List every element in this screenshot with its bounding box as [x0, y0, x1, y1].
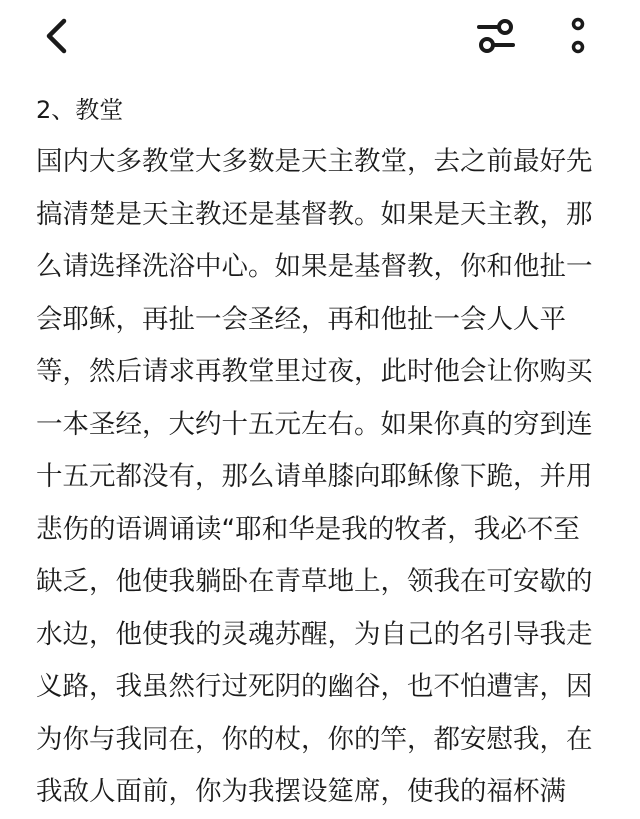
filter-button[interactable] [470, 12, 522, 60]
paragraph-line: 么请选择洗浴中心。如果是基督教，你和他扯一 [36, 251, 593, 282]
sliders-icon [476, 16, 516, 56]
paragraph-line: 缺乏，他使我躺卧在青草地上，领我在可安歇的 [36, 566, 593, 597]
paragraph-line: 为你与我同在，你的杖，你的竿，都安慰我，在 [36, 723, 593, 755]
paragraph-line: 一本圣经，大约十五元左右。如果你真的穷到连 [36, 408, 593, 440]
paragraph-line: 会耶稣，再扯一会圣经，再和他扯一会人人平 [36, 303, 566, 335]
paragraph-line: 我敌人面前，你为我摆设筵席，使我的福杯满 [36, 776, 566, 807]
paragraph-line: 等，然后请求再教堂里过夜，此时他会让你购买 [36, 356, 593, 387]
paragraph-line: 义路，我虽然行过死阴的幽谷，也不怕遭害，因 [36, 671, 593, 702]
paragraph-line: 十五元都没有，那么请单膝向耶稣像下跪，并用 [36, 461, 593, 492]
paragraph-line: 搞清楚是天主教还是基督教。如果是天主教，那 [36, 198, 593, 230]
more-vertical-icon [568, 16, 588, 56]
chevron-left-icon [44, 18, 68, 54]
more-options-button[interactable] [552, 12, 604, 60]
paragraph-line: 水边，他使我的灵魂苏醒，为自己的名引导我走 [36, 618, 593, 650]
paragraph-line: 国内大多教堂大多数是天主教堂，去之前最好先 [36, 146, 593, 177]
article-body [36, 88, 606, 819]
back-button[interactable] [30, 14, 82, 58]
paragraph-line: 悲伤的语调诵读“耶和华是我的牧者，我必不至 [36, 513, 580, 545]
section-heading: 2、教堂 [36, 96, 124, 124]
top-bar [0, 0, 640, 78]
